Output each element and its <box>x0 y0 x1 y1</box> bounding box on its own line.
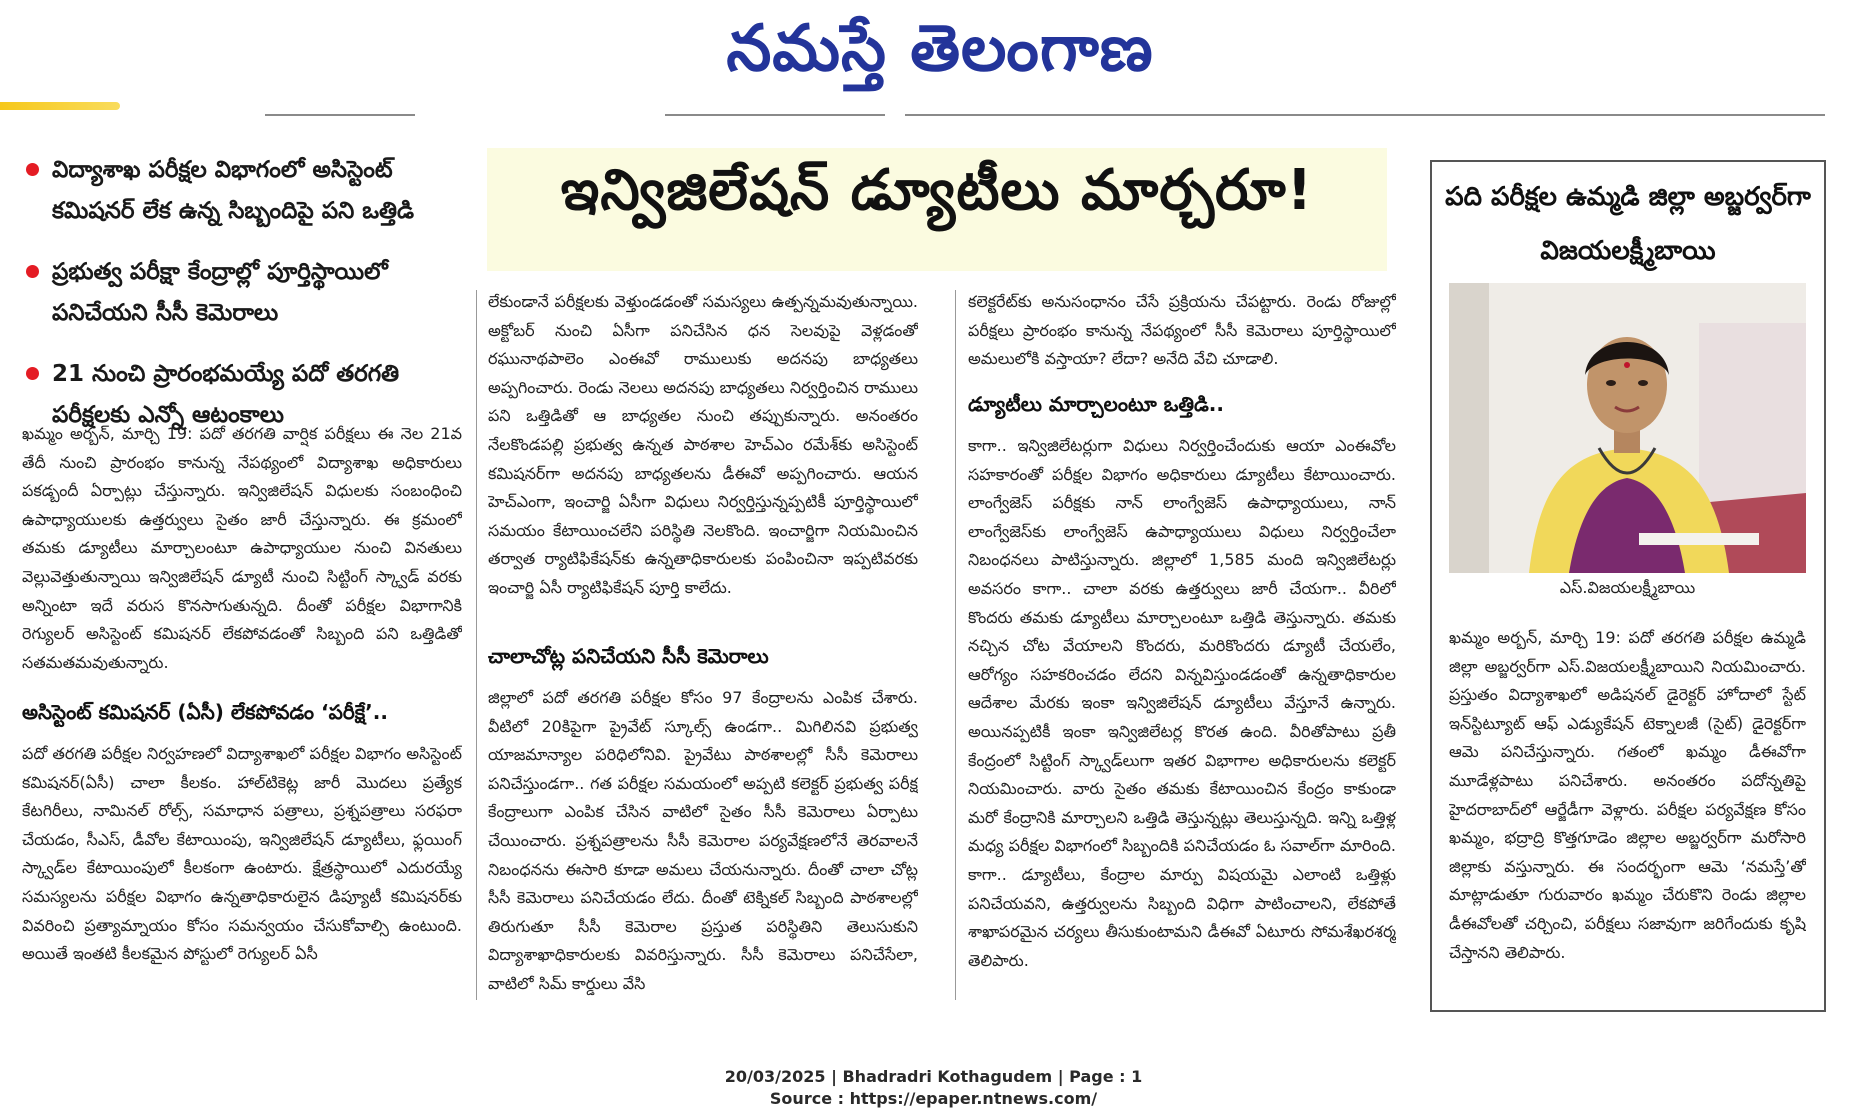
sidebar-headline: పది పరీక్షల ఉమ్మడి జిల్లా అబ్జర్వర్‌గా విజయలక్ష్మీబాయి <box>1445 182 1811 266</box>
highlight-item <box>22 252 462 334</box>
main-headline: ఇన్విజిలేషన్ డ్యూటీలు మార్చరూ! <box>560 158 1314 223</box>
highlight-text: విద్యాశాఖ పరీక్షల విభాగంలో అసిస్టెంట్ కమిషనర్ లేక ఉన్న సిబ్బందిపై పని ఒత్తిడి <box>52 157 415 224</box>
portrait-photo <box>1449 283 1806 573</box>
yellow-accent-bar <box>0 102 120 110</box>
story-col1-para1: ఖమ్మం అర్బన్, మార్చి 19: పదో తరగతి వార్షిక పరీక్షలు ఈ నెల 21వ తేదీ నుంచి ప్రారంభం కానున్న నేపథ్యంలో విద్యాశాఖ అధికారులు పకడ్బందీ ఏర్పాట్లు చేస్తున్నారు. ఇన్విజిలేషన్ విధులకు సంబంధించి ఉపాధ్యాయులకు ఉత్తర్వులు సైతం జారీ చేస్తున్నారు. ఈ క్రమంలో తమకు డ్యూటీలు మార్చాలంటూ ఉపాధ్యాయుల నుంచి వినతులు వెల్లువెత్తుతున్నాయి ఇన్విజిలేషన్ డ్యూటీ నుంచి సిట్టింగ్ స్క్వాడ్ వరకు అన్నింటా ఇదే వరుస కొనసాగుతున్నది. దీంతో పరీక్షల విభాగానికి రెగ్యులర్ అసిస్టెంట్ కమిషనర్ లేకపోవడంతో సిబ్బంది పని ఒత్తిడితో సతమతమవుతున్నారు. <box>22 424 462 672</box>
header-rule-left <box>265 114 415 116</box>
column-divider <box>955 290 956 1000</box>
bullet-dot-icon <box>26 367 39 380</box>
story-col1-para2: పదో తరగతి పరీక్షల నిర్వహణలో విద్యాశాఖలో పరీక్షల విభాగం అసిస్టెంట్ కమిషనర్(ఏసీ) చాలా కీలకం. హాల్‌టికెట్ల జారీ మొదలు ప్రత్యేక కేటగిరీలు, నామినల్ రోల్స్, సమాధాన పత్రాలు, ప్రశ్నపత్రాలు సరఫరా చేయడం, సీఎస్, డీవోల కేటాయింపు, ఇన్విజిలేషన్ డ్యూటీలు, ఫ్లయింగ్ స్క్వాడ్‌ల కేటాయింపులో కీలకంగా ఉంటారు. క్షేత్రస్థాయిలో ఎదురయ్యే సమస్యలను పరీక్షల విభాగం ఉన్నతాధికారులైన డిప్యూటీ కమిషనర్‌కు వివరించి ప్రత్యామ్నాయం కోసం సమన్వయం చేసుకోవాల్సి ఉంటుంది. అయితే ఇంతటి కీలకమైన పోస్టులో రెగ్యులర్ ఏసీ <box>22 744 462 964</box>
story-subhead-cctv: చాలాచోట్ల పనిచేయని సీసీ కెమెరాలు <box>488 644 769 668</box>
masthead-logo: నమస్తే తెలంగాణ <box>726 12 1154 86</box>
sidebar-body: ఖమ్మం అర్బన్, మార్చి 19: పదో తరగతి పరీక్షల ఉమ్మడి జిల్లా అబ్జర్వర్‌గా ఎస్.విజయలక్ష్మీబాయిని నియమించారు. ప్రస్తుతం విద్యాశాఖలో అడిషనల్ డైరెక్టర్ హోదాలో స్టేట్ ఇన్‌స్టిట్యూట్ ఆఫ్ ఎడ్యుకేషన్ టెక్నాలజీ (సైట్) డైరెక్టర్‌గా ఆమె పనిచేస్తున్నారు. గతంలో ఖమ్మం డీఈవోగా మూడేళ్లపాటు పనిచేశారు. అనంతరం పదోన్నతిపై హైదరాబాద్‌లో ఆర్జేడీగా వెళ్లారు. పరీక్షల పర్యవేక్షణ కోసం ఖమ్మం, భద్రాద్రి కొత్తగూడెం జిల్లాల అబ్జర్వర్‌గా మరోసారి జిల్లాకు వస్తున్నారు. ఈ సందర్భంగా ఆమె ‘నమస్తే’తో మాట్లాడుతూ గురువారం ఖమ్మం చేరుకొని రెండు జిల్లాల డీఈవోలతో చర్చించి, పరీక్షలు సజావుగా జరిగేందుకు కృషి చేస్తానని తెలిపారు. <box>1449 628 1806 962</box>
highlight-item <box>22 150 462 232</box>
story-col3-para1: కలెక్టరేట్‌కు అనుసంధానం చేసే ప్రక్రియను చేపట్టారు. రెండు రోజుల్లో పరీక్షలు ప్రారంభం కానున్న నేపథ్యంలో సీసీ కెమెరాలు పూర్తిస్థాయిలో అమలులోకి వస్తాయా? లేదా? అనేది వేచి చూడాలి. <box>968 292 1396 369</box>
story-col3-para2: కాగా.. ఇన్విజిలేటర్లుగా విధులు నిర్వర్తించేందుకు ఆయా ఎంఈవోల సహకారంతో పరీక్షల విభాగం అధికారులు డ్యూటీలు కేటాయించారు. లాంగ్వేజెస్ పరీక్షకు నాన్ లాంగ్వేజెస్ ఉపాధ్యాయులు, నాన్ లాంగ్వేజెస్‌కు లాంగ్వేజెస్ ఉపాధ్యాయులు విధులు నిర్వర్తించేలా నిబంధనలు పాటిస్తున్నారు. జిల్లాలో 1,585 మంది ఇన్విజిలేటర్లు అవసరం కాగా.. చాలా వరకు ఉత్తర్వులు జారీ చేయగా.. వీరిలో కొందరు తమకు డ్యూటీలు మార్చాలంటూ ఒత్తిడి తెస్తున్నారు. తమకు నచ్చిన చోట వేయాలని కొందరు, మరికొందరు డ్యూటీ చేయలేం, ఆరోగ్యం సహకరించడం లేదని విన్నవిస్తుండడంతో ఉన్నతాధికారుల ఆదేశాల మేరకు ఇంకా ఇన్విజిలేషన్ డ్యూటీలు వేస్తూనే ఉన్నారు. అయినప్పటికీ ఇంకా ఇన్విజిలేటర్ల కొరత ఉంది. వీరితోపాటు ప్రతీ కేంద్రంలో సిట్టింగ్ స్క్వాడ్‌లుగా ఇతర విభాగాల అధికారులను కలెక్టర్ నియమించారు. వారు సైతం తమకు కేటాయించిన కేంద్రం కాకుండా మరో కేంద్రానికి మార్చాలని ఒత్తిడి తెస్తున్నట్లు తెలుస్తున్నది. ఇన్ని ఒత్తిళ్ల మధ్య పరీక్షల విభాగంలో సిబ్బందికి పనిచేయడం ఓ సవాల్‌గా మారింది. కాగా.. డ్యూటీలు, కేంద్రాల మార్పు విషయమై ఎలాంటి ఒత్తిళ్లు పనిచేయవని, ఉత్తర్వులను సిబ్బంది విధిగా పాటించాలని, లేకపోతే శాఖాపరమైన చర్యలు తీసుకుంటామని డీఈవో ఏటూరు సోమశేఖరశర్మ తెలిపారు. <box>968 436 1396 970</box>
story-subhead-ac: అసిస్టెంట్ కమిషనర్ (ఏసీ) లేకపోవడం ‘పరీక్షే’.. <box>22 700 388 724</box>
photo-caption: ఎస్.విజయలక్ష్మీబాయి <box>1559 578 1696 597</box>
bullet-dot-icon <box>26 163 39 176</box>
column-divider <box>476 290 477 1000</box>
story-subhead-duties: డ్యూటీలు మార్చాలంటూ ఒత్తిడి.. <box>968 392 1225 416</box>
highlights-list <box>22 150 462 456</box>
footer-source-link[interactable]: Source : https://epaper.ntnews.com/ <box>769 1089 1098 1108</box>
highlight-text: ప్రభుత్వ పరీక్షా కేంద్రాల్లో పూర్తిస్థాయిలో పనిచేయని సీసీ కెమెరాలు <box>52 259 388 326</box>
page-footer <box>0 1066 1867 1110</box>
header-rule-right <box>905 114 1825 116</box>
story-col2-para1: లేకుండానే పరీక్షలకు వెళ్తుండడంతో సమస్యలు ఉత్పన్నమవుతున్నాయి. అక్టోబర్ నుంచి ఏసీగా పనిచేసిన ధన సెలవుపై వెళ్లడంతో రఘునాథపాలెం ఎంఈవో రాములుకు అదనపు బాధ్యతలు అప్పగించారు. రెండు నెలలు అదనపు బాధ్యతలు నిర్వర్తించిన రాములు పని ఒత్తిడితో ఆ బాధ్యతల నుంచి తప్పుకున్నారు. అనంతరం నేలకొండపల్లి ప్రభుత్వ ఉన్నత పాఠశాల హెచ్‌ఎం రమేశ్‌కు అసిస్టెంట్ కమిషనర్‌గా అదనపు బాధ్యతలను డీఈవో అప్పగించారు. ఆయన హెచ్‌ఎంగా, ఇంచార్జి ఏసీగా విధులు నిర్వర్తిస్తున్నప్పటికీ పూర్తిస్థాయిలో సమయం కేటాయించలేని పరిస్థితి నెలకొంది. ఇంచార్జిగా నియమించిన తర్వాత ర్యాటిఫికేషన్‌కు ఉన్నతాధికారులకు పంపించినా ఇప్పటివరకు ఇంచార్జి ఏసీ ర్యాటిఫికేషన్ పూర్తి కాలేదు. <box>488 292 918 597</box>
highlight-text: 21 నుంచి ప్రారంభమయ్యే పదో తరగతి పరీక్షలకు ఎన్నో ఆటంకాలు <box>52 361 400 428</box>
footer-edition-line: 20/03/2025 | Bhadradri Kothagudem | Page : 1 <box>724 1067 1143 1086</box>
portrait-illustration <box>1449 283 1806 573</box>
bullet-dot-icon <box>26 265 39 278</box>
header-rule-mid <box>665 114 885 116</box>
story-col2-para2: జిల్లాలో పదో తరగతి పరీక్షల కోసం 97 కేంద్రాలను ఎంపిక చేశారు. వీటిలో 20కిపైగా ప్రైవేట్ స్కూల్స్ ఉండగా.. మిగిలినవి ప్రభుత్వ యాజమాన్యాల పరిధిలోనివి. ప్రైవేటు పాఠశాలల్లో సీసీ కెమెరాలు పనిచేస్తుండగా.. గత పరీక్షల సమయంలో అప్పటి కలెక్టర్ ప్రభుత్వ పరీక్ష కేంద్రాలుగా ఎంపిక చేసిన వాటిలో సైతం సీసీ కెమెరాలు ఏర్పాటు చేయించారు. ప్రశ్నపత్రాలను సీసీ కెమెరాల పర్యవేక్షణలోనే తెరవాలనే నిబంధనను ఈసారి కూడా అమలు చేయనున్నారు. దీంతో చాలా చోట్ల సీసీ కెమెరాలు పనిచేయడం లేదు. దీంతో టెక్నికల్ సిబ్బంది పాఠశాలల్లో తిరుగుతూ సీసీ కెమెరాల ప్రస్తుత పరిస్థితిని తెలుసుకుని విద్యాశాఖాధికారులకు వివరిస్తున్నారు. సీసీ కెమెరాలు పనిచేసేలా, వాటిలో సిమ్ కార్డులు వేసి <box>488 688 918 993</box>
